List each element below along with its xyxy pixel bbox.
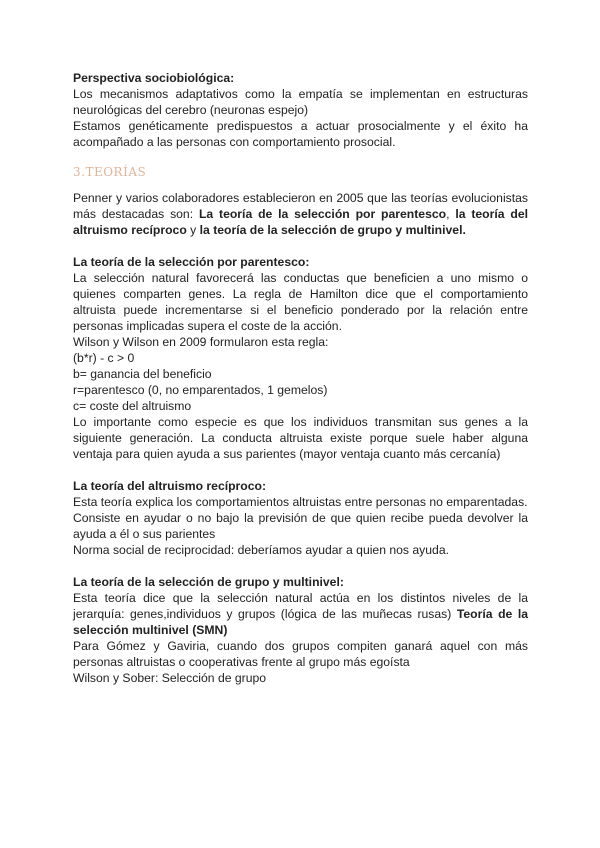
paragraph-consists: Consiste en ayudar o no bajo la previsión de que quien recibe pueda devolver la ayuda a él o sus parientes <box>73 511 528 541</box>
paragraph-gomez-gaviria: Para Gómez y Gaviria, cuando dos grupos compiten ganará aquel con más personas altruistas o cooperativas frente al grupo más egoísta <box>73 639 528 669</box>
intro-comma: , <box>446 207 456 221</box>
section-title-theories: 3.TEORÍAS <box>73 165 147 179</box>
paragraph-multilevel <box>73 590 528 638</box>
definition-r: r=parentesco (0, no emparentados, 1 gemelos) <box>73 383 328 397</box>
paragraph-wilson-sober: Wilson y Sober: Selección de grupo <box>73 671 267 685</box>
intro-group-selection: la teoría de la selección de grupo y multinivel. <box>199 223 466 237</box>
formula-hamilton: (b*r) - c > 0 <box>73 351 135 365</box>
paragraph-norm: Norma social de reciprocidad: deberíamos ayudar a quien nos ayuda. <box>73 543 449 557</box>
paragraph-explains: Esta teoría explica los comportamientos altruistas entre personas no emparentadas. <box>73 495 528 509</box>
intro-and: y <box>186 223 200 237</box>
multilevel-smn: Teoría de la selección multinivel (SMN) <box>73 607 528 637</box>
intro-kin-selection: La teoría de la selección por parentesco <box>198 207 447 221</box>
heading-group-selection: La teoría de la selección de grupo y multinivel: <box>73 575 344 589</box>
multilevel-text: Esta teoría dice que la selección natural actúa en los distintos niveles de la jerarquía: genes,individuos y grupos (lógica de las muñecas rusas) <box>73 591 528 621</box>
paragraph-species: Lo importante como especie es que los individuos transmitan sus genes a la siguiente generación. La conducta altruista existe porque suele haber alguna ventaja para quien ayuda a sus parientes (mayor ventaja cuanto más cercanía) <box>73 415 528 461</box>
paragraph-wilson-rule: Wilson y Wilson en 2009 formularon esta regla: <box>73 335 329 349</box>
document-body <box>73 70 528 686</box>
intro-reciprocal-altruism: la teoría del altruismo recíproco <box>73 207 528 237</box>
heading-sociobiological: Perspectiva sociobiológica: <box>73 71 235 85</box>
heading-reciprocal-altruism: La teoría del altruismo recíproco: <box>73 479 267 493</box>
paragraph-natural-selection: La selección natural favorecerá las conductas que beneficien a uno mismo o quienes comparten genes. La regla de Hamilton dice que el comportamiento altruista puede incrementarse si el beneficio ponderado por la relación entre personas implicadas supera el coste de la acción. <box>73 271 528 333</box>
definition-b: b= ganancia del beneficio <box>73 367 212 381</box>
definition-c: c= coste del altruismo <box>73 399 192 413</box>
heading-kin-selection: La teoría de la selección por parentesco: <box>73 255 310 269</box>
paragraph-intro <box>73 190 528 238</box>
paragraph-predisposed: Estamos genéticamente predispuestos a actuar prosocialmente y el éxito ha acompañado a las personas con comportamiento prosocial. <box>73 119 528 149</box>
paragraph-mechanisms: Los mecanismos adaptativos como la empatía se implementan en estructuras neurológicas del cerebro (neuronas espejo) <box>73 87 528 117</box>
intro-text: Penner y varios colaboradores establecieron en 2005 que las teorías evolucionistas más destacadas son: <box>73 191 528 221</box>
